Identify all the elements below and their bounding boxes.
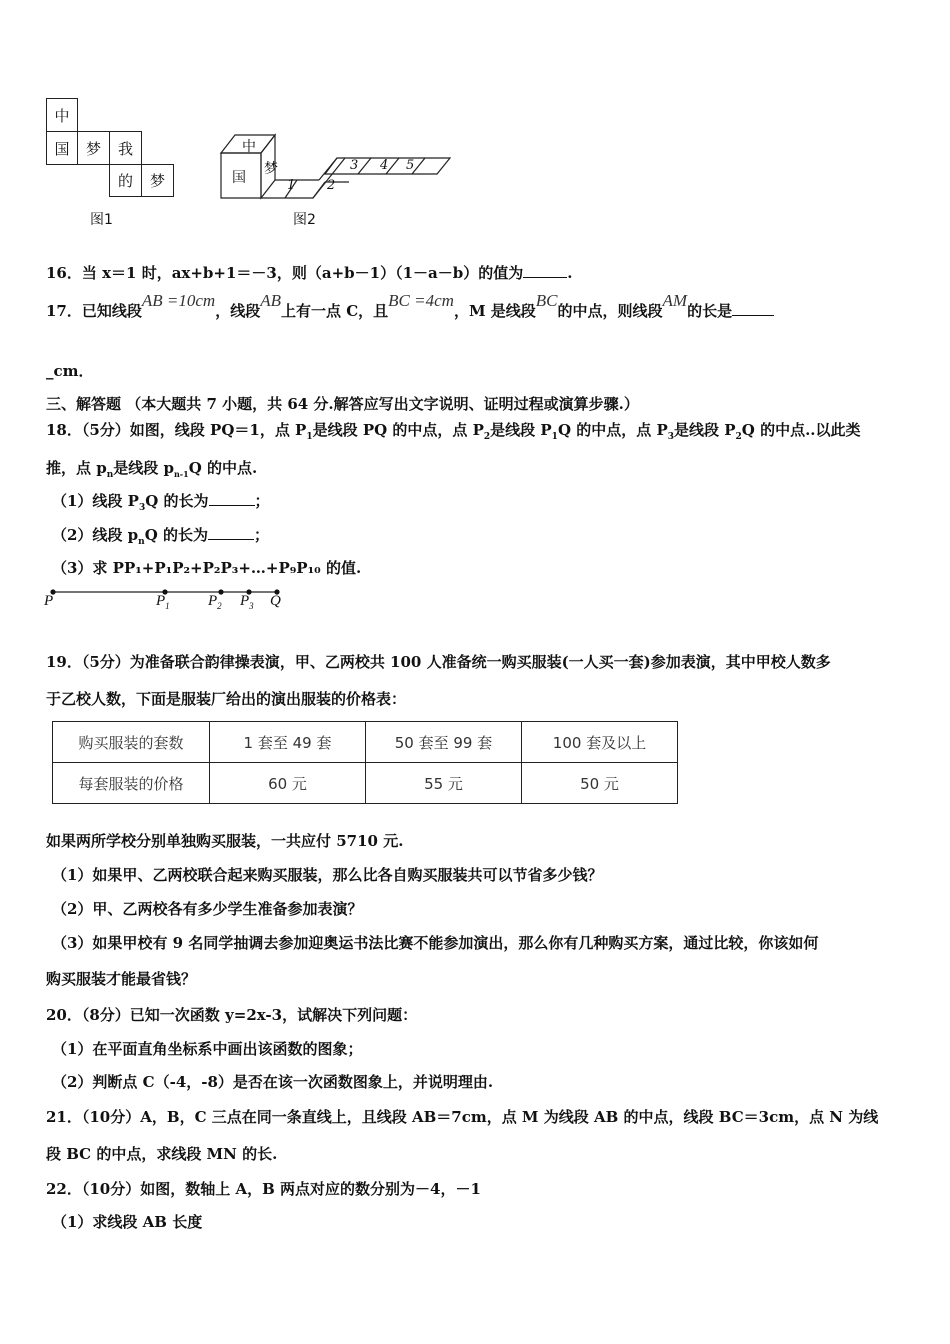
q17-text: 的中点，则线段 [557,302,663,320]
q18-text: 18．（5分）如图，线段 PQ＝1，点 P [46,421,307,439]
point-label-text: P [208,593,218,609]
cube-top-label: 中 [242,139,256,155]
math-expr: BC =4cm [388,291,454,310]
subscript: 3 [667,432,674,442]
answer-blank[interactable] [732,315,774,316]
table-cell: 50 套至 99 套 [366,722,522,763]
math-expr: AB [260,291,281,310]
q19-sub3-line2: 购买服装才能最省钱？ [46,970,197,988]
q22-sub1: （1）求线段 AB 长度 [52,1213,203,1231]
question-17 [46,291,774,321]
answer-blank[interactable] [523,277,567,278]
table-cell: 购买服装的套数 [53,722,210,763]
subscript: 3 [138,503,146,513]
q18-text: Q 的中点. [188,459,258,477]
question-21-line2: 段 BC 的中点，求线段 MN 的长. [46,1145,278,1163]
q18-text: （2）线段 p [52,526,139,544]
q18-text: ； [254,526,270,544]
subscript: 3 [249,601,254,611]
price-table [52,721,678,804]
q16-text: 16．当 x＝1 时，ax+b+1＝－3，则（a+b－1）（1－a－b）的值为 [46,264,524,282]
table-cell: 1 套至 49 套 [210,722,366,763]
point-label-text: P [240,593,250,609]
q19-sub2: （2）甲、乙两校各有多少学生准备参加表演？ [52,900,363,918]
fig1-cell: 的 [109,164,142,197]
subscript: 1 [165,601,170,611]
q19-sub1: （1）如果甲、乙两校联合起来购买服装，那么比各自购买服装共可以节省多少钱？ [52,866,603,884]
q17-text: 的长是 [687,302,733,320]
q18-text: Q 的长为 [145,492,209,510]
subscript: 1 [306,432,313,442]
point-label [44,593,53,610]
q17-text: 上有一点 C，且 [280,302,389,320]
cube-front-label: 国 [232,170,246,186]
subscript: n-1 [173,469,189,479]
subscript: 1 [551,432,558,442]
question-21-line1: 21．（10分）A，B，C 三点在同一条直线上，且线段 AB＝7cm，点 M 为线段 AB 的中点，线段 BC＝3cm，点 N 为线 [46,1108,879,1126]
subscript: 2 [217,601,222,611]
q19-sub3-line1: （3）如果甲校有 9 名同学抽调去参加迎奥运书法比赛不能参加演出，那么你有几种购买方案，通过比较，你该如何 [52,934,819,952]
question-16 [46,262,572,283]
math-expr: BC [535,291,558,310]
subscript: 2 [483,432,491,442]
question-22: 22．（10分）如图，数轴上 A，B 两点对应的数分别为－4，－1 [46,1180,481,1198]
table-row [53,722,678,763]
strip-number: 2 [327,178,336,193]
answer-blank[interactable] [209,505,255,506]
point-label [208,593,222,611]
q18-sub3: （3）求 PP₁+P₁P₂+P₂P₃+…+P₉P₁₀ 的值. [52,559,362,577]
q18-text: 是线段 PQ 的中点，点 P [312,421,484,439]
fig1-cell: 中 [46,98,78,132]
q18-text: 推，点 p [46,459,107,477]
table-cell: 100 套及以上 [522,722,678,763]
q18-text: Q 的中点，点 P [557,421,668,439]
point-label [270,593,281,610]
fig1-cell: 国 [46,131,78,165]
point-label [156,593,170,611]
strip-number: 3 [350,158,359,173]
q18-sub2 [52,524,269,547]
answer-blank[interactable] [208,539,254,540]
subscript: n [106,470,114,480]
q20-sub2: （2）判断点 C（-4，-8）是否在该一次函数图象上，并说明理由. [52,1073,494,1091]
table-row [53,763,678,804]
q18-sub1 [52,490,270,513]
q16-end: . [567,264,573,282]
q19-condition: 如果两所学校分别单独购买服装，一共应付 5710 元. [46,832,404,850]
q18-line2 [46,457,257,480]
math-expr: AM [662,291,688,310]
fig1-cell: 我 [109,131,142,165]
fig1-cell: 梦 [141,164,174,197]
math-expr: AB =10cm [141,291,216,310]
figure-2-caption: 图2 [293,212,316,228]
figure-1-caption: 图1 [90,212,113,228]
q17-text: ，线段 [215,302,261,320]
strip-number: 5 [406,158,415,173]
question-20: 20．（8分）已知一次函数 y=2x-3，试解决下列问题： [46,1006,418,1024]
strip-number: 1 [287,178,296,193]
subscript: 2 [735,432,742,442]
q17-text: 17．已知线段 [46,302,142,320]
strip-number: 4 [380,158,389,173]
question-19-line2: 于乙校人数，下面是服装厂给出的演出服装的价格表： [46,690,407,708]
q18-text: Q 的长为 [144,526,208,544]
q18-text: ； [254,492,270,510]
table-cell: 55 元 [366,763,522,804]
q18-text: 是线段 p [113,459,174,477]
point-label-text: P [156,593,166,609]
q18-text: Q 的中点..以此类 [741,421,861,439]
section-heading: 三、解答题 （本大题共 7 小题，共 64 分.解答应写出文字说明、证明过程或演算步骤.） [46,395,639,413]
q20-sub1: （1）在平面直角坐标系中画出该函数的图象； [52,1040,363,1058]
point-label-text: P [44,593,54,609]
fig1-cell: 梦 [77,131,110,165]
table-cell: 50 元 [522,763,678,804]
cube-side-label: 梦 [264,161,278,177]
question-18 [46,419,861,442]
point-label [240,593,254,611]
q17-unit: _cm． [46,362,94,380]
q17-text: ，M 是线段 [453,302,536,320]
q18-text: 是线段 P [490,421,552,439]
table-cell: 60 元 [210,763,366,804]
subscript: n [138,537,145,547]
q18-text: （1）线段 P [52,492,139,510]
q18-text: 是线段 P [674,421,736,439]
table-cell: 每套服装的价格 [53,763,210,804]
point-label-text: Q [270,593,281,609]
question-19-line1: 19．（5分）为准备联合韵律操表演，甲、乙两校共 100 人准备统一购买服装(一人买一套)参加表演，其中甲校人数多 [46,653,831,671]
